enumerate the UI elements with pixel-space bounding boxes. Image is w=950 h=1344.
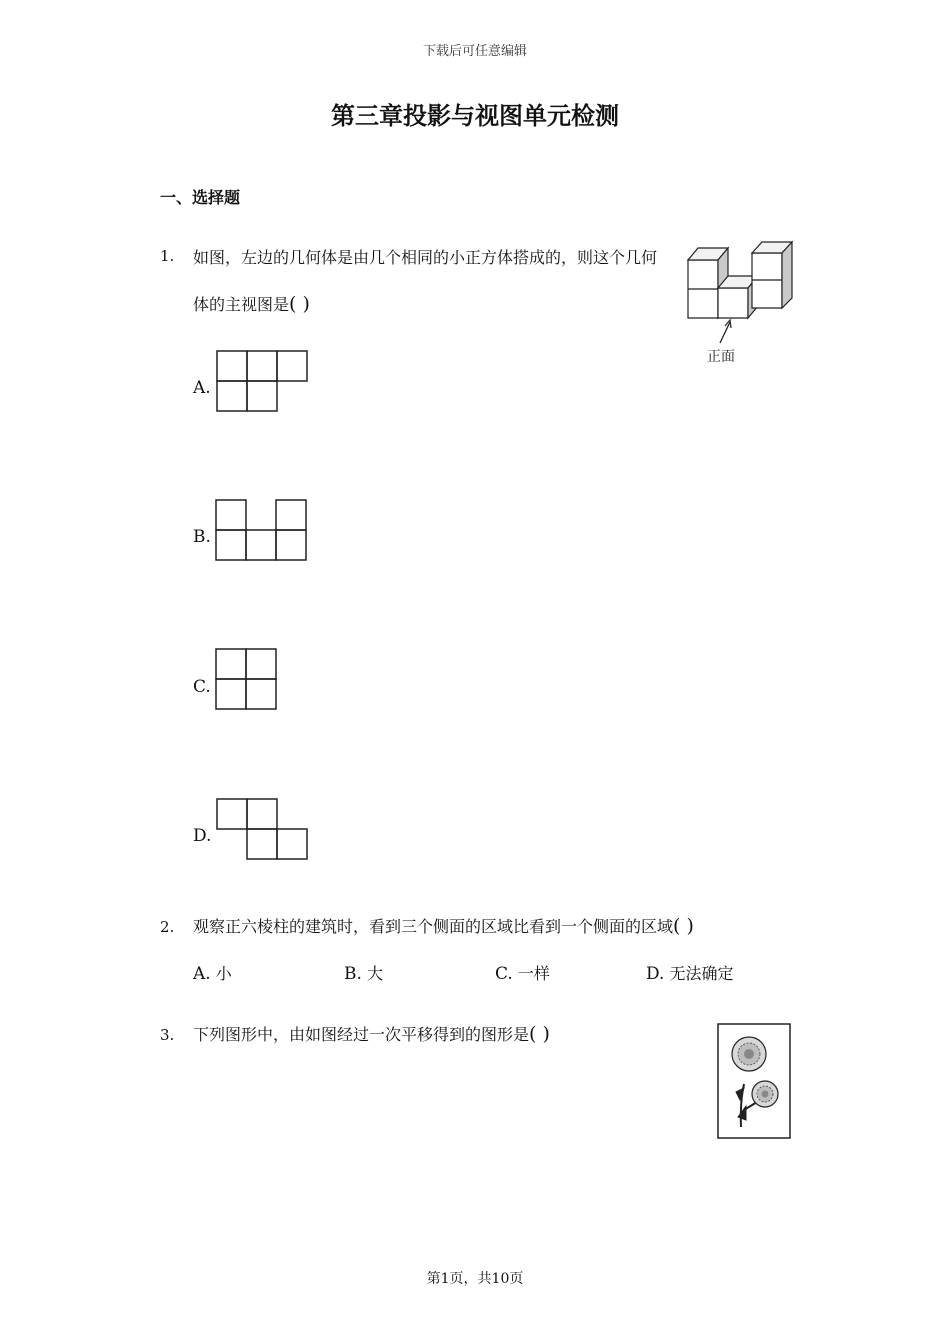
document-title: 第三章投影与视图单元检测: [331, 102, 619, 130]
question-3-text-wrap: [193, 1022, 550, 1045]
q2-option-a-text: 小: [215, 964, 232, 983]
question-2-number: 2.: [160, 918, 175, 936]
q2-option-b-label: B.: [344, 964, 362, 984]
cube-stack-figure-icon: [684, 238, 796, 368]
q2-option-d-text: 无法确定: [669, 964, 734, 983]
question-2-text-wrap: [193, 914, 694, 937]
q1-option-c-label[interactable]: C.: [193, 677, 211, 697]
option-b-view-icon[interactable]: [214, 498, 310, 562]
question-1-text-line2-wrap: [193, 292, 310, 315]
q2-option-c[interactable]: [495, 961, 550, 984]
front-view-label: 正面: [707, 349, 735, 365]
q2-option-c-text: 一样: [517, 964, 550, 983]
q1-option-a-label[interactable]: A.: [193, 378, 211, 398]
q2-option-d-label: D.: [646, 964, 665, 984]
question-2-text: 观察正六棱柱的建筑时，看到三个侧面的区域比看到一个侧面的区域: [193, 917, 674, 936]
option-a-view-icon[interactable]: [215, 349, 311, 413]
q2-option-a[interactable]: [193, 961, 232, 984]
question-1-number: 1.: [160, 247, 175, 265]
page-footer: 第1页，共10页: [426, 1271, 524, 1287]
section-heading: 一、选择题: [160, 188, 241, 207]
flower-figure-icon: [716, 1022, 792, 1140]
question-1-text-line2: 体的主视图是: [193, 295, 290, 314]
option-d-view-icon[interactable]: [215, 797, 311, 861]
question-3-number: 3.: [160, 1026, 175, 1044]
question-2-paren: ( ): [673, 915, 694, 937]
q2-option-c-label: C.: [495, 964, 513, 984]
question-3-text: 下列图形中，由如图经过一次平移得到的图形是: [193, 1025, 530, 1044]
question-3-paren: ( ): [529, 1023, 550, 1045]
q2-option-b-text: 大: [367, 964, 384, 983]
header-note: 下载后可任意编辑: [422, 44, 527, 59]
q1-option-b-label[interactable]: B.: [193, 527, 211, 547]
question-1-text-line1: 如图，左边的几何体是由几个相同的小正方体搭成的，则这个几何: [193, 248, 658, 267]
option-c-view-icon[interactable]: [214, 647, 280, 711]
question-1-paren: ( ): [289, 293, 310, 315]
q2-option-b[interactable]: [344, 961, 383, 984]
q1-option-d-label[interactable]: D.: [193, 826, 212, 846]
q2-option-d[interactable]: [646, 961, 734, 984]
q2-option-a-label: A.: [193, 964, 211, 984]
